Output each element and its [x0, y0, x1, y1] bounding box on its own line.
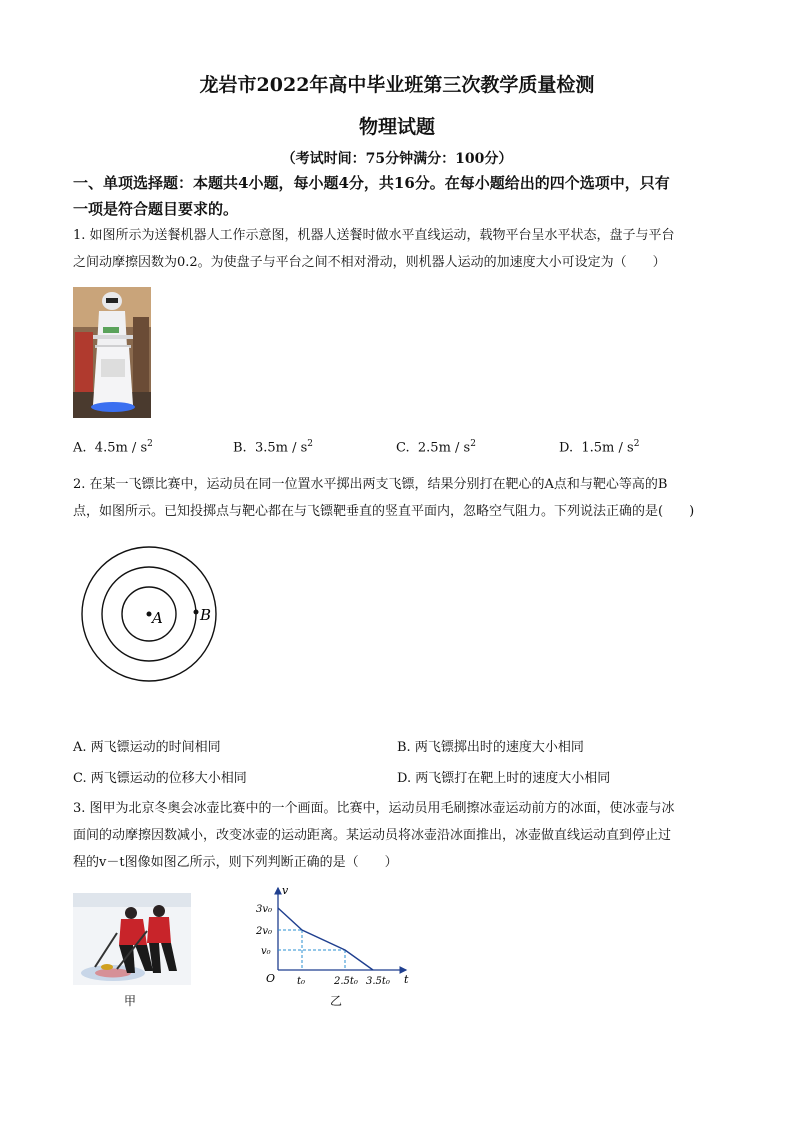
point-b-dot [194, 610, 199, 615]
q1-option-b[interactable]: B. $3.5m / s^2$ [233, 439, 314, 456]
page-title: 龙岩市2022年高中毕业班第三次教学质量检测 [199, 74, 595, 96]
caption-jia: 甲 [124, 994, 137, 1008]
velocity-line [278, 908, 373, 970]
curling-photo [73, 893, 191, 985]
x-label: t [404, 973, 409, 986]
q1-option-c[interactable]: C. $2.5m / s^2$ [396, 439, 476, 456]
q2-line2: 点，如图所示。已知投掷点与靶心都在与飞镖靶垂直的竖直平面内，忽略空气阻力。下列说法正确的是( ) [73, 504, 695, 519]
ytick-2v0: 2v₀ [256, 926, 273, 937]
q3-line2: 面间的动摩擦因数减小，改变冰壶的运动距离。某运动员将冰壶沿冰面推出，冰壶做直线运动直到停止过 [73, 828, 672, 843]
exam-info: （考试时间：75分钟满分：100分） [281, 151, 513, 167]
q2-option-c[interactable]: C. 两飞镖运动的位移大小相同 [73, 771, 247, 786]
q1-option-d[interactable]: D. $1.5m / s^2$ [559, 439, 640, 456]
origin-label: O [266, 972, 276, 985]
q1-line1: 1. 如图所示为送餐机器人工作示意图，机器人送餐时做水平直线运动，载物平台呈水平状态，盘子与平台 [73, 228, 675, 243]
q2-option-b[interactable]: B. 两飞镖掷出时的速度大小相同 [397, 740, 584, 755]
q2-line1: 2. 在某一飞镖比赛中，运动员在同一位置水平掷出两支飞镖，结果分别打在靶心的A点和与靶心等高的B [73, 477, 668, 492]
dartboard-figure [78, 545, 228, 685]
q3-line1: 3. 图甲为北京冬奥会冰壶比赛中的一个画面。比赛中，运动员用毛刷擦冰壶运动前方的冰面，使冰壶与冰 [73, 801, 675, 816]
xtick-3-5t0: 3.5t₀ [366, 976, 390, 987]
section-heading [73, 170, 733, 222]
q2-option-d[interactable]: D. 两飞镖打在靶上时的速度大小相同 [397, 771, 611, 786]
q1-option-a[interactable]: A. $4.5m / s^2$ [73, 439, 153, 456]
section-heading-line2: 一项是符合题目要求的。 [73, 200, 239, 218]
q1-line2: 之间动摩擦因数为0.2。为使盘子与平台之间不相对滑动，则机器人运动的加速度大小可设定为（ ） [73, 255, 666, 270]
y-label: v [282, 884, 289, 897]
point-a-dot [147, 612, 152, 617]
xtick-t0: t₀ [297, 976, 306, 987]
ytick-v0: v₀ [261, 946, 271, 957]
section-heading-line1: 一、单项选择题：本题共4小题，每小题4分，共16分。在每小题给出的四个选项中，只有 [73, 174, 670, 192]
q2-option-a[interactable]: A. 两飞镖运动的时间相同 [73, 740, 221, 755]
label-a: A [152, 609, 163, 627]
label-b: B [200, 606, 212, 624]
question-2-stem [73, 471, 723, 525]
xtick-2-5t0: 2.5t₀ [334, 976, 358, 987]
robot-image [73, 287, 151, 418]
vt-graph [248, 884, 418, 994]
q3-line3: 程的v－t图像如图乙所示，则下列判断正确的是（ ） [73, 855, 398, 870]
ytick-3v0: 3v₀ [256, 904, 273, 915]
subject-title: 物理试题 [358, 116, 435, 138]
caption-yi: 乙 [330, 994, 343, 1008]
question-3-stem [73, 795, 723, 876]
question-1-stem [73, 222, 723, 276]
